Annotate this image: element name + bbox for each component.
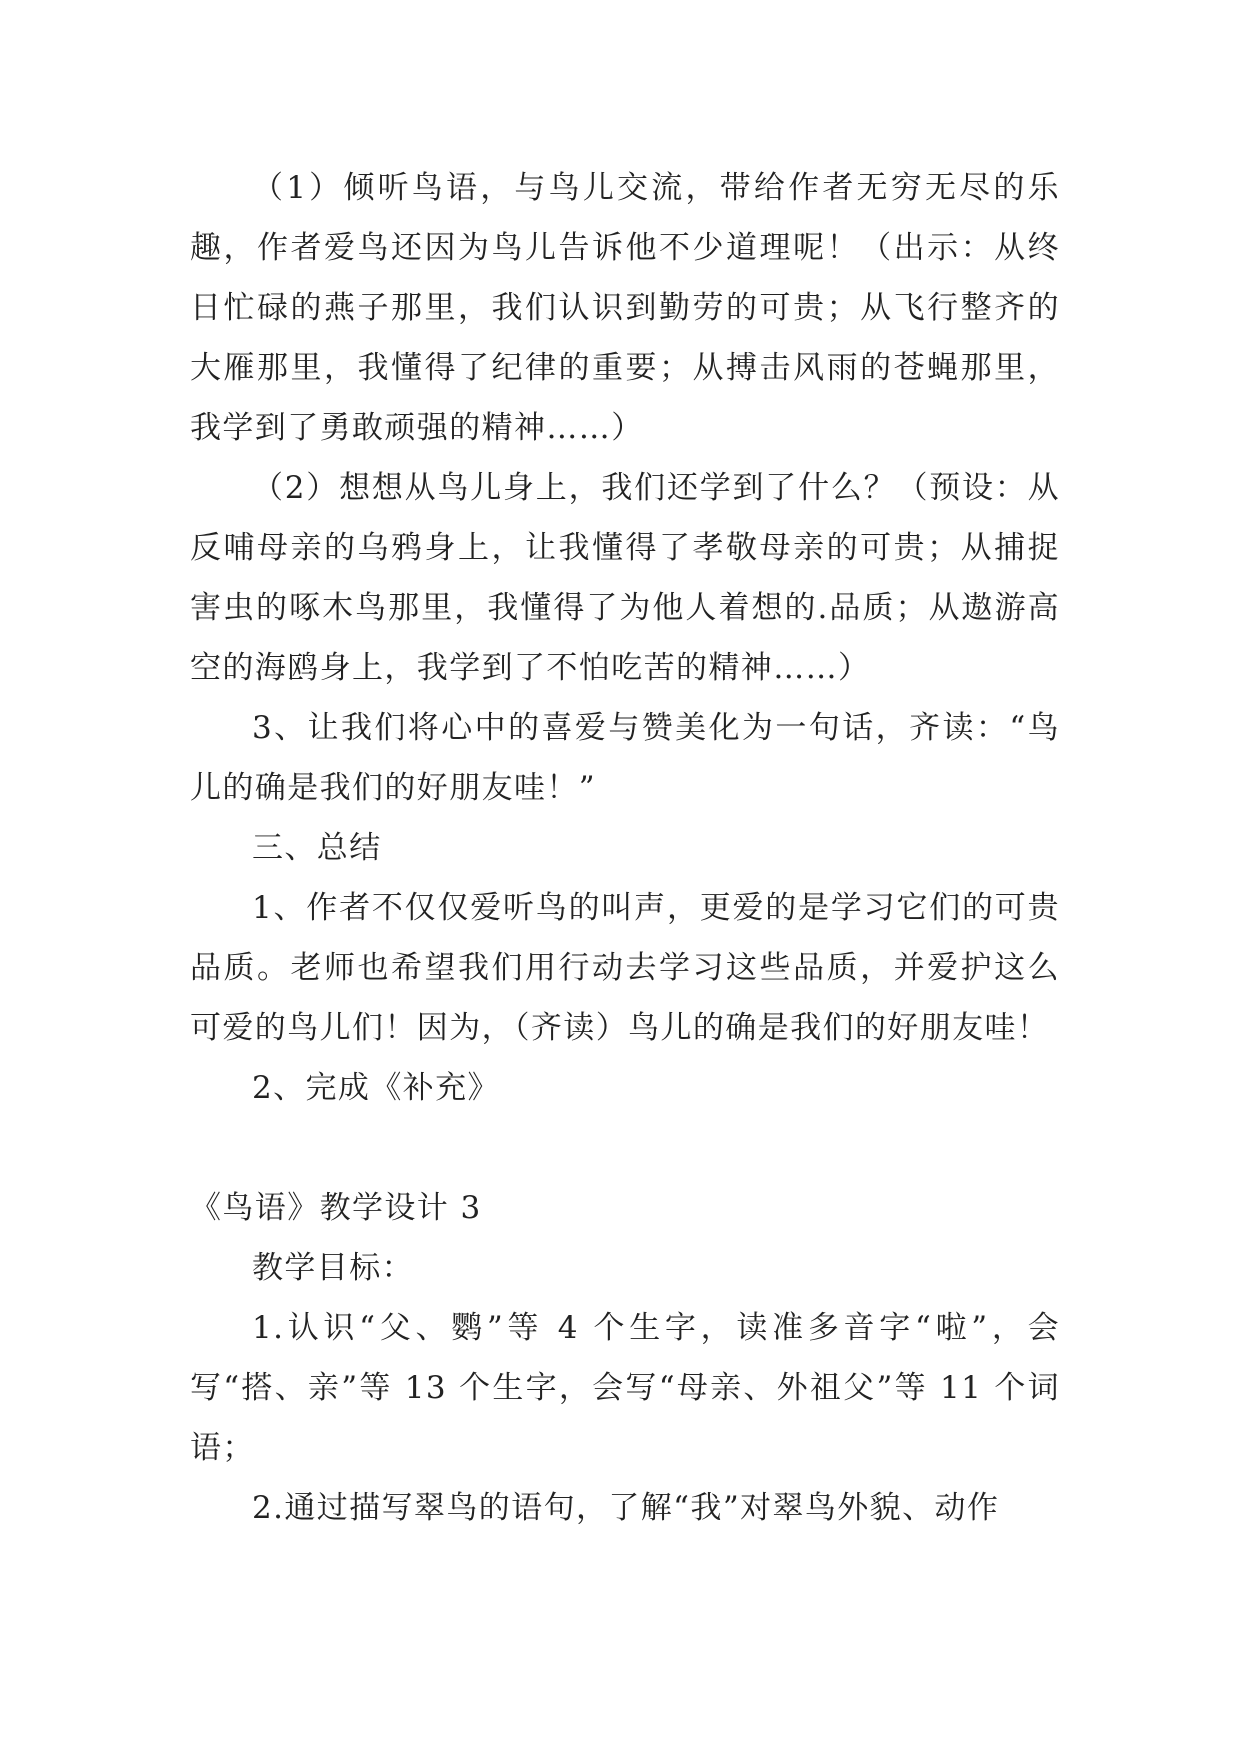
paragraph-summary-2: 2、完成《补充》: [252, 1070, 500, 1106]
paragraph-goal-1: 1.认识“父、鹦”等 4 个生字，读准多音字“啦”，会写“搭、亲”等 13 个生字，会写“母亲、外祖父”等 11 个词语；: [190, 1310, 1060, 1466]
paragraph-goal-2: 2.通过描写翠鸟的语句，了解“我”对翠鸟外貌、动作: [252, 1490, 1000, 1526]
blank-line: [190, 1118, 1060, 1178]
document-body: [190, 158, 1060, 1538]
paragraph-summary-1: 1、作者不仅仅爱听鸟的叫声，更爱的是学习它们的可贵品质。老师也希望我们用行动去学习这些品质，并爱护这么可爱的鸟儿们！因为，（齐读）鸟儿的确是我们的好朋友哇！: [190, 890, 1060, 1046]
heading-summary: 三、总结: [252, 830, 382, 866]
paragraph-listen-bird-language: （1）倾听鸟语，与鸟儿交流，带给作者无穷无尽的乐趣，作者爱鸟还因为鸟儿告诉他不少道理呢！（出示：从终日忙碌的燕子那里，我们认识到勤劳的可贵；从飞行整齐的大雁那里，我懂得了纪律的重要；从搏击风雨的苍蝇那里，我学到了勇敢顽强的精神……）: [190, 170, 1060, 446]
paragraph-read-together: 3、让我们将心中的喜爱与赞美化为一句话，齐读：“鸟儿的确是我们的好朋友哇！”: [190, 710, 1060, 806]
heading-teaching-goals: 教学目标：: [252, 1250, 414, 1286]
section-title: 《鸟语》教学设计 3: [190, 1190, 482, 1226]
paragraph-learn-from-birds: （2）想想从鸟儿身上，我们还学到了什么？（预设：从反哺母亲的乌鸦身上，让我懂得了孝敬母亲的可贵；从捕捉害虫的啄木鸟那里，我懂得了为他人着想的.品质；从遨游高空的海鸥身上，我学到了不怕吃苦的精神……）: [190, 470, 1060, 686]
